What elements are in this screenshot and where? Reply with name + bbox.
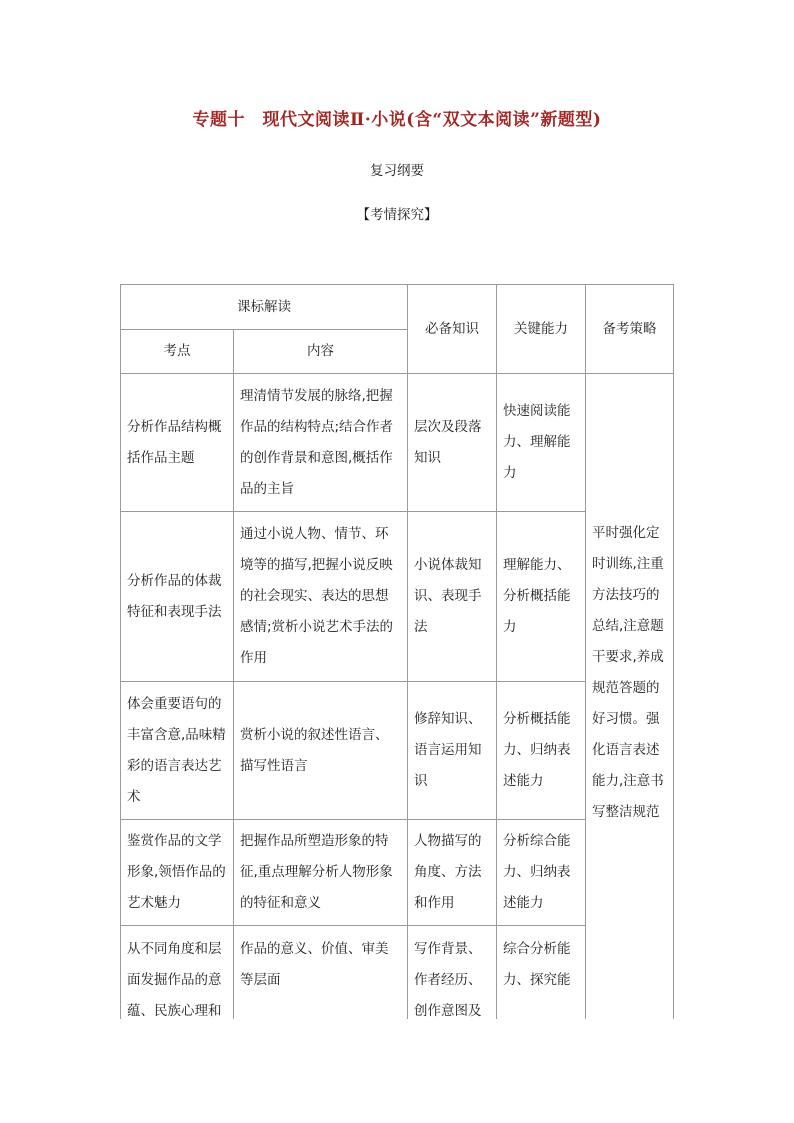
cell-ability: 快速阅读能力、理解能力	[497, 374, 586, 512]
exam-analysis-table	[120, 284, 674, 1019]
cell-content: 理清情节发展的脉络,把握作品的结构特点;结合作者的创作背景和意图,概括作品的主旨	[234, 374, 408, 512]
header-strategy: 备考策略	[586, 285, 674, 374]
cell-exam-point: 体会重要语句的丰富含意,品味精彩的语言表达艺术	[121, 682, 234, 820]
cell-knowledge: 修辞知识、语言运用知识	[408, 682, 497, 820]
exam-analysis-table-container	[120, 284, 675, 1019]
cell-content: 通过小说人物、情节、环境等的描写,把握小说反映的社会现实、表达的思想感情;赏析小说艺术手法的作用	[234, 512, 408, 682]
cell-knowledge: 写作背景、作者经历、创作意图及	[408, 926, 497, 1020]
table-row	[121, 374, 674, 512]
header-ability: 关键能力	[497, 285, 586, 374]
cell-knowledge: 小说体裁知识、表现手法	[408, 512, 497, 682]
cell-strategy: 平时强化定时训练,注重方法技巧的总结,注意题干要求,养成规范答题的好习惯。强化语言表述能力,注意书写整洁规范	[586, 374, 674, 1020]
cell-content: 赏析小说的叙述性语言、描写性语言	[234, 682, 408, 820]
document-subtitle: 复习纲要	[370, 163, 424, 179]
section-heading: 【考情探究】	[356, 207, 438, 223]
cell-ability: 理解能力、分析概括能力	[497, 512, 586, 682]
cell-ability: 分析综合能力、归纳表述能力	[497, 820, 586, 926]
header-exam-point: 考点	[121, 330, 234, 374]
header-curriculum: 课标解读	[121, 285, 408, 330]
cell-exam-point: 分析作品结构概括作品主题	[121, 374, 234, 512]
cell-content: 把握作品所塑造形象的特征,重点理解分析人物形象的特征和意义	[234, 820, 408, 926]
header-knowledge: 必备知识	[408, 285, 497, 374]
header-content: 内容	[234, 330, 408, 374]
cell-ability: 分析概括能力、归纳表述能力	[497, 682, 586, 820]
cell-exam-point: 分析作品的体裁特征和表现手法	[121, 512, 234, 682]
cell-content: 作品的意义、价值、审美等层面	[234, 926, 408, 1020]
cell-ability: 综合分析能力、探究能	[497, 926, 586, 1020]
cell-knowledge: 层次及段落知识	[408, 374, 497, 512]
cell-exam-point: 从不同角度和层面发掘作品的意蕴、民族心理和	[121, 926, 234, 1020]
document-title: 专题十 现代文阅读Ⅱ·小说(含“双文本阅读”新题型)	[192, 110, 602, 130]
cell-exam-point: 鉴赏作品的文学形象,领悟作品的艺术魅力	[121, 820, 234, 926]
cell-knowledge: 人物描写的角度、方法和作用	[408, 820, 497, 926]
